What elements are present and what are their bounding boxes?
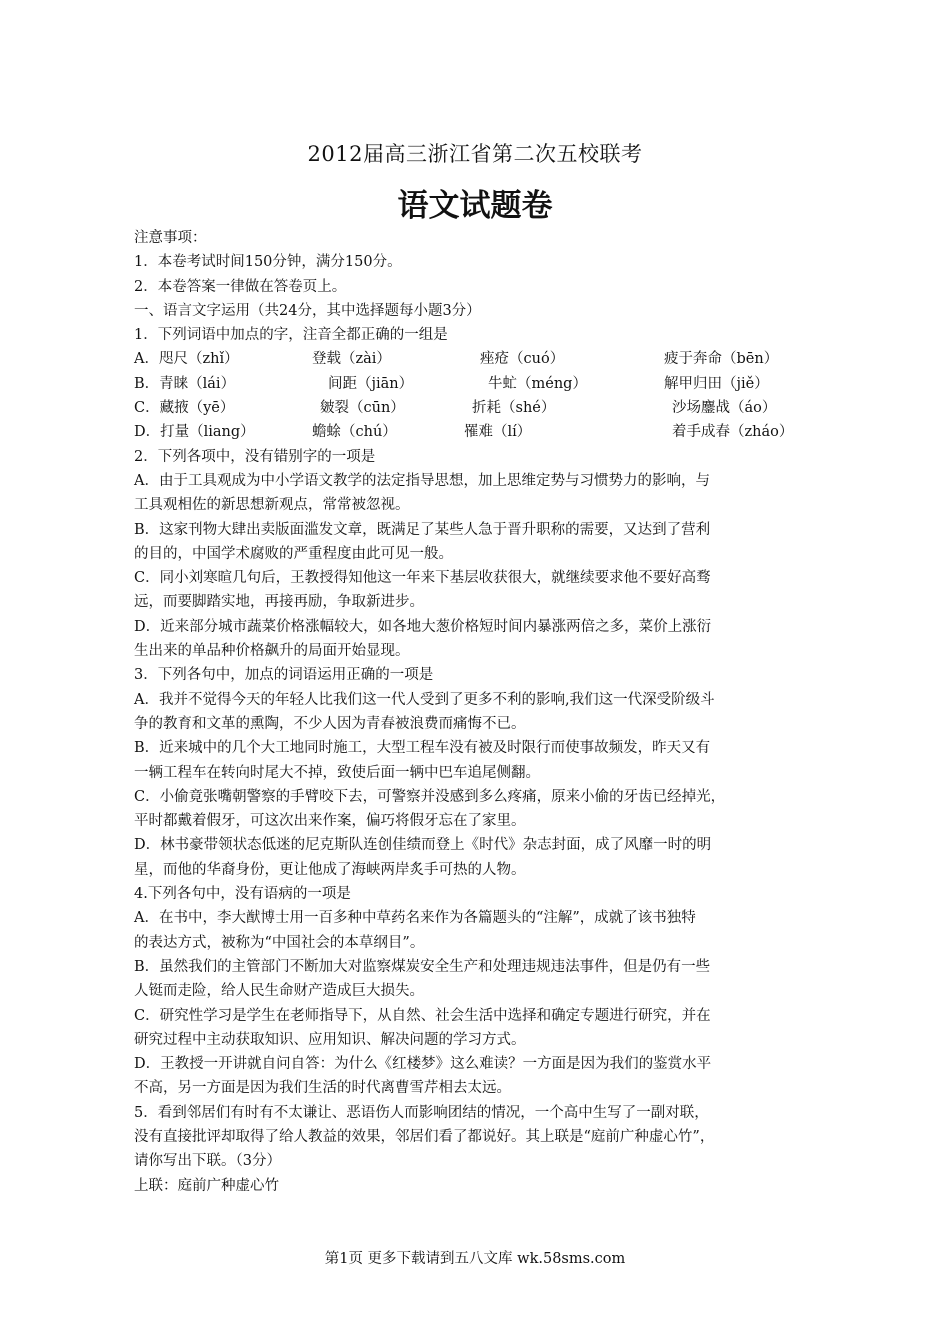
option-word: 牛虻（méng）	[488, 375, 587, 392]
option-word: 痤疮（cuó）	[480, 351, 565, 368]
note-item: 1．本卷考试时间150分钟，满分150分。	[134, 254, 402, 271]
option-word: A．咫尺（zhǐ）	[134, 351, 239, 368]
question-3-line: 争的教育和文革的熏陶，不少人因为青春被浪费而痛悔不已。	[134, 715, 526, 732]
option-word: 着手成春（zháo）	[672, 424, 794, 441]
option-word: 皴裂（cūn）	[320, 400, 405, 417]
question-1-stem: 1．下列词语中加点的字，注音全都正确的一组是	[134, 327, 448, 344]
question-4-line: 不高，另一方面是因为我们生活的时代离曹雪芹相去太远。	[134, 1080, 511, 1097]
option-word: 疲于奔命（bēn）	[664, 351, 779, 368]
question-4-stem: 4.下列各句中，没有语病的一项是	[134, 886, 351, 903]
question-3-line: 一辆工程车在转向时尾大不掉，致使后面一辆中巴车追尾侧翻。	[134, 764, 540, 781]
question-2-line: 生出来的单品种价格飙升的局面开始显现。	[134, 643, 410, 660]
question-2-stem: 2．下列各项中，没有错别字的一项是	[134, 448, 376, 465]
question-4-line: 人铤而走险，给人民生命财产造成巨大损失。	[134, 983, 424, 1000]
question-4-line: B．虽然我们的主管部门不断加大对监察煤炭安全生产和处理违规违法事件，但是仍有一些	[134, 958, 711, 975]
exam-title: 语文试题卷	[397, 188, 553, 224]
option-word: D．打量（liang）	[134, 424, 255, 441]
notes-heading: 注意事项：	[134, 230, 207, 246]
question-5-line: 请你写出下联。（3分）	[134, 1153, 281, 1170]
question-2-line: B．这家刊物大肆出卖版面滥发文章，既满足了某些人急于晋升职称的需要，又达到了营利	[134, 521, 711, 538]
question-1-option-row	[134, 420, 814, 444]
option-word: 蟾蜍（chú）	[312, 424, 397, 441]
question-4-line: C．研究性学习是学生在老师指导下，从自然、社会生活中选择和确定专题进行研究，并在	[134, 1007, 711, 1024]
page-footer: 第1页 更多下载请到五八文库 wk.58sms.com	[324, 1251, 626, 1267]
question-2-line: C．同小刘寒暄几句后，王教授得知他这一年来下基层收获很大，就继续要求他不要好高骛	[134, 570, 711, 587]
question-5-line: 上联：庭前广种虚心竹	[134, 1177, 279, 1194]
question-4-line: 研究过程中主动获取知识、应用知识、解决问题的学习方式。	[134, 1031, 526, 1048]
question-3-stem: 3．下列各句中，加点的词语运用正确的一项是	[134, 667, 434, 684]
question-5-line: 没有直接批评却取得了给人教益的效果，邻居们看了都说好。其上联是“庭前广种虚心竹”，	[134, 1128, 715, 1145]
question-3-line: B．近来城中的几个大工地同时施工，大型工程车没有被及时限行而使事故频发，昨天又有	[134, 740, 711, 757]
question-2-line: D．近来部分城市蔬菜价格涨幅较大，如各地大葱价格短时间内暴涨两倍之多，菜价上涨衍	[134, 618, 712, 635]
question-4-line: 的表达方式，被称为“中国社会的本草纲目”。	[134, 934, 425, 951]
option-word: B．青睐（lái）	[134, 375, 236, 392]
question-3-line: D．林书豪带领状态低迷的尼克斯队连创佳绩而登上《时代》杂志封面，成了风靡一时的明	[134, 837, 712, 854]
option-word: 间距（jiān）	[328, 375, 414, 392]
note-item: 2．本卷答案一律做在答卷页上。	[134, 278, 347, 295]
question-3-line: 星，而他的华裔身份，更让他成了海峡两岸炙手可热的人物。	[134, 861, 526, 878]
question-4-line: D．王教授一开讲就自问自答：为什么《红楼梦》这么难读？一方面是因为我们的鉴赏水平	[134, 1056, 712, 1073]
option-word: 折耗（shé）	[472, 400, 556, 417]
question-3-line: 平时都戴着假牙，可这次出来作案，偏巧将假牙忘在了家里。	[134, 813, 526, 830]
question-2-line: A．由于工具观成为中小学语文教学的法定指导思想，加上思维定势与习惯势力的影响，与	[134, 472, 710, 489]
question-2-line: 的目的，中国学术腐败的严重程度由此可见一般。	[134, 545, 453, 562]
question-2-line: 远，而要脚踏实地，再接再励，争取新进步。	[134, 594, 424, 611]
question-1-option-row	[134, 396, 814, 420]
question-4-line: A．在书中，李大猷博士用一百多种中草药名来作为各篇题头的“注解”，成就了该书独特	[134, 910, 696, 927]
option-word: 解甲归田（jiě）	[664, 375, 769, 392]
option-word: C．藏掖（yē）	[134, 400, 235, 417]
exam-body	[134, 226, 814, 1198]
option-word: 登载（zài）	[312, 351, 391, 368]
option-word: 沙场鏖战（áo）	[672, 400, 777, 417]
question-5-line: 5．看到邻居们有时有不太谦让、恶语伤人而影响团结的情况，一个高中生写了一副对联，	[134, 1104, 709, 1121]
question-1-option-row	[134, 372, 814, 396]
question-2-line: 工具观相佐的新思想新观点，常常被忽视。	[134, 497, 410, 514]
question-1-option-row	[134, 347, 814, 371]
option-word: 罹难（lí）	[464, 424, 532, 441]
question-3-line: A．我并不觉得今天的年轻人比我们这一代人受到了更多不利的影响,我们这一代深受阶级斗	[134, 691, 715, 708]
exam-subtitle: 2012届高三浙江省第二次五校联考	[307, 142, 643, 166]
section-heading: 一、语言文字运用（共24分，其中选择题每小题3分）	[134, 302, 481, 319]
question-3-line: C．小偷竟张嘴朝警察的手臂咬下去，可警察并没感到多么疼痛，原来小偷的牙齿已经掉光，	[134, 788, 726, 805]
